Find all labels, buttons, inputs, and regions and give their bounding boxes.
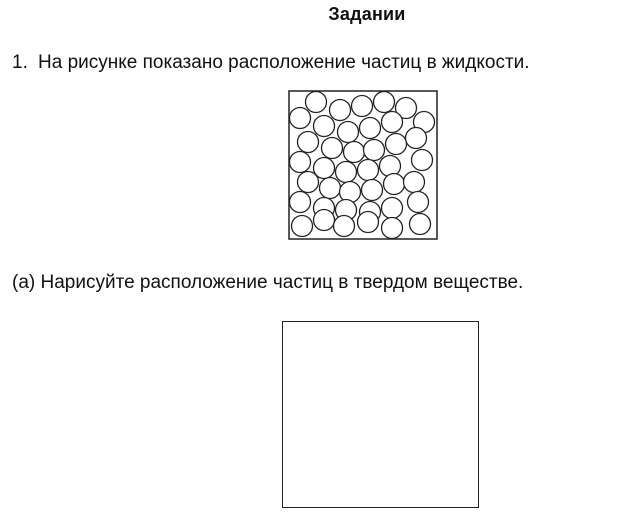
particle bbox=[322, 138, 343, 159]
subquestion-a: (а) Нарисуйте расположение частиц в твердом веществе. bbox=[12, 272, 524, 293]
particle bbox=[386, 134, 407, 155]
particle bbox=[298, 132, 319, 153]
particle bbox=[338, 122, 359, 143]
particle bbox=[382, 198, 403, 219]
particle bbox=[344, 142, 365, 163]
particle bbox=[292, 216, 313, 237]
particle bbox=[336, 162, 357, 183]
particle bbox=[352, 96, 373, 117]
particle bbox=[384, 174, 405, 195]
particle bbox=[340, 182, 361, 203]
particle-group bbox=[290, 92, 435, 239]
question-1 bbox=[12, 52, 530, 74]
particle bbox=[314, 116, 335, 137]
particle bbox=[374, 92, 395, 113]
particle bbox=[382, 218, 403, 239]
particle bbox=[358, 160, 379, 181]
particle bbox=[364, 140, 385, 161]
question-number: 1. bbox=[12, 52, 28, 73]
particle bbox=[360, 118, 381, 139]
particle bbox=[298, 172, 319, 193]
particle bbox=[358, 212, 379, 233]
particle bbox=[290, 152, 311, 173]
page-title: Задании bbox=[328, 4, 406, 24]
particle bbox=[410, 214, 431, 235]
particle bbox=[306, 92, 327, 113]
particle bbox=[314, 210, 335, 231]
question-text: На рисунке показано расположение частиц в жидкости. bbox=[38, 52, 530, 73]
particle bbox=[334, 216, 355, 237]
particle bbox=[362, 180, 383, 201]
particle bbox=[380, 156, 401, 177]
particle bbox=[408, 192, 429, 213]
particle bbox=[320, 178, 341, 199]
particle bbox=[290, 192, 311, 213]
particle bbox=[330, 100, 351, 121]
particle bbox=[412, 150, 433, 171]
particle bbox=[406, 128, 427, 149]
drawing-answer-box[interactable] bbox=[282, 321, 479, 508]
particle bbox=[382, 112, 403, 133]
liquid-particles-figure bbox=[288, 90, 438, 240]
particle bbox=[290, 108, 311, 129]
particle bbox=[404, 172, 425, 193]
